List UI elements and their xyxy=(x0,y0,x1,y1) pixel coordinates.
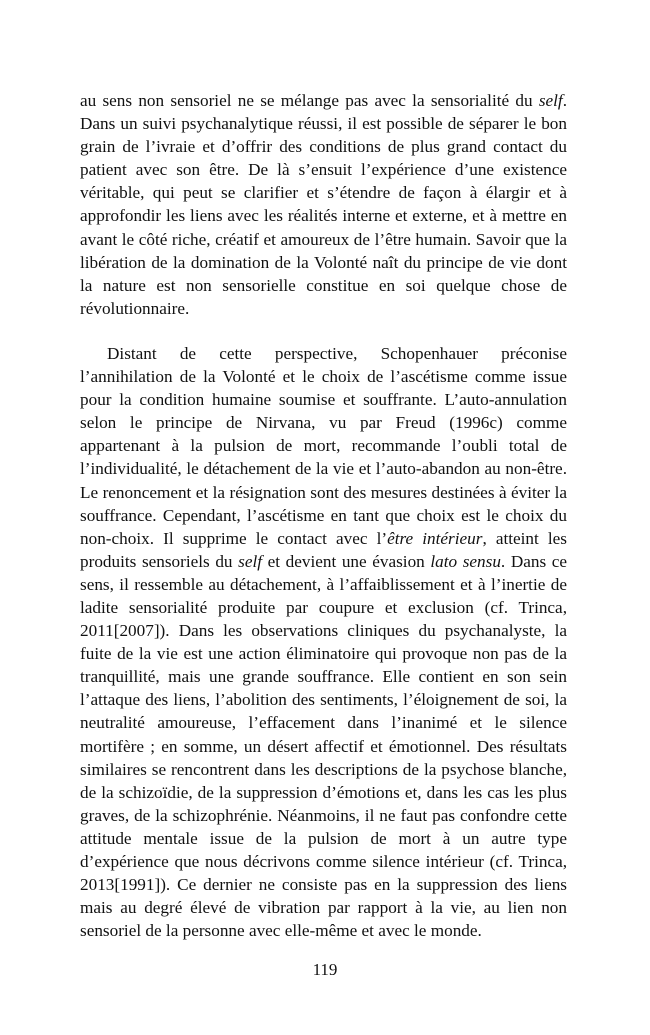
paragraph-2-segment: . Dans ce sens, il ressemble au détachement, à l’affaiblissement et à l’inertie de ladite sensorialité produite par coupure et exclusion (cf. Trinca, 2011[2007]). Dans les observations cliniques du psychanalyste, la fuite de la vie est une action éliminatoire qui provoque non pas de la tranquillité, mais une grande souffrance. Elle contient en son sein l’attaque des liens, l’abolition des sentiments, l’éloignement de soi, la neutralité amoureuse, l’effacement dans l’inanimé et le silence mortifère ; en somme, un désert affectif et émotionnel. Des résultats similaires se rencontrent dans les descriptions de la psychose blanche, de la schizoïdie, de la suppression d’émotions et, dans les cas les plus graves, de la schizophrénie. Néanmoins, il ne faut pas confondre cette attitude mentale issue de la pulsion de mort à un autre type d’expérience que nous décrivons comme silence intérieur (cf. Trinca, 2013[1991]). Ce dernier ne consiste pas en la suppression des liens mais au degré élevé de vibration par rapport à la vie, au lien non sensoriel de la personne avec elle-même et avec le monde. xyxy=(80,551,568,941)
paragraph-1-segment: . Dans un suivi psychanalytique réussi, il est possible de séparer le bon grain de l’ivraie et d’offrir des conditions de plus grand contact du patient avec son être. De là s’ensuit l’expérience d’une existence véritable, qui peut se clarifier et s’étendre de façon à élargir et à approfondir les liens avec les réalités interne et externe, et à mettre en avant le côté riche, créatif et amoureux de l’être humain. Savoir que la libération de la domination de la Volonté naît du principe de vie dont la nature est non sensorielle constitue en soi quelque chose de révolutionnaire. xyxy=(80,91,567,318)
paragraph-2-segment: et devient une évasion xyxy=(262,551,431,571)
paragraph-2-italic-term: lato sensu xyxy=(430,551,501,571)
paragraph-1 xyxy=(80,89,567,320)
paragraph-2-italic-term: self xyxy=(238,551,263,571)
paragraph-2 xyxy=(80,342,567,942)
paragraph-2-segment: , atteint les produits sensoriels du xyxy=(80,528,567,571)
paragraph-2-italic-term: être intérieur xyxy=(387,528,483,548)
page-body xyxy=(80,89,567,942)
paragraph-1-italic-term: self xyxy=(538,91,563,110)
page-number: 119 xyxy=(312,960,338,979)
paragraph-1-segment: au sens non sensoriel ne se mélange pas avec la sensorialité du xyxy=(80,91,539,110)
paragraph-2-segment: Distant de cette perspective, Schopenhauer préconise l’annihilation de la Volonté et le choix de l’ascétisme comme issue pour la condition humaine soumise et souffrante. L’auto-annulation selon le principe de Nirvana, vu par Freud (1996c) comme appartenant à la pulsion de mort, recommande l’oubli total de l’individualité, le détachement de la vie et l’auto-abandon au non-être. Le renoncement et la résignation sont des mesures destinées à éviter la souffrance. Cependant, l’ascétisme en tant que choix est le choix du non-choix. Il supprime le contact avec l’ xyxy=(80,343,567,548)
